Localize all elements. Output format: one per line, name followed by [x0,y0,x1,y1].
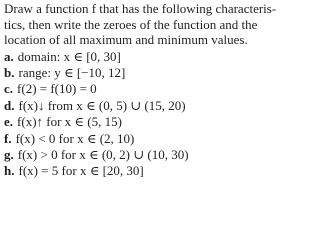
item-text: f(x) > 0 for x ∈ (0, 2) ∪ (10, 30) [17,146,189,162]
item-text: domain: x ∈ [0, 30] [17,48,121,64]
intro-line: Draw a function f that has the following characteris- [4,1,277,16]
condition-d [4,98,277,114]
item-text: f(x) < 0 for x ∈ (2, 10) [15,130,135,146]
item-label: f. [4,130,12,146]
condition-b [4,65,277,81]
condition-c [4,81,277,97]
item-text: f(2) = f(10) = 0 [17,81,97,97]
condition-e [4,114,277,130]
item-label: h. [4,163,15,179]
item-text: f(x)↓ from x ∈ (0, 5) ∪ (15, 20) [18,97,186,113]
item-text: range: y ∈ [−10, 12] [18,64,126,80]
intro-line: location of all maximum and minimum values. [4,32,248,47]
item-text: f(x) = 5 for x ∈ [20, 30] [18,163,144,179]
condition-h [4,163,277,179]
condition-a [4,49,277,65]
item-label: c. [4,81,14,97]
condition-f [4,131,277,147]
item-label: e. [4,114,14,130]
conditions-list [4,49,277,180]
condition-g [4,147,277,163]
intro-line: tics, then write the zeroes of the function and the [4,16,258,32]
item-label: g. [4,146,14,162]
item-label: a. [4,48,14,64]
item-label: d. [4,97,15,113]
item-label: b. [4,64,15,80]
item-text: f(x)↑ for x ∈ (5, 15) [17,114,122,130]
problem-intro [4,1,277,48]
